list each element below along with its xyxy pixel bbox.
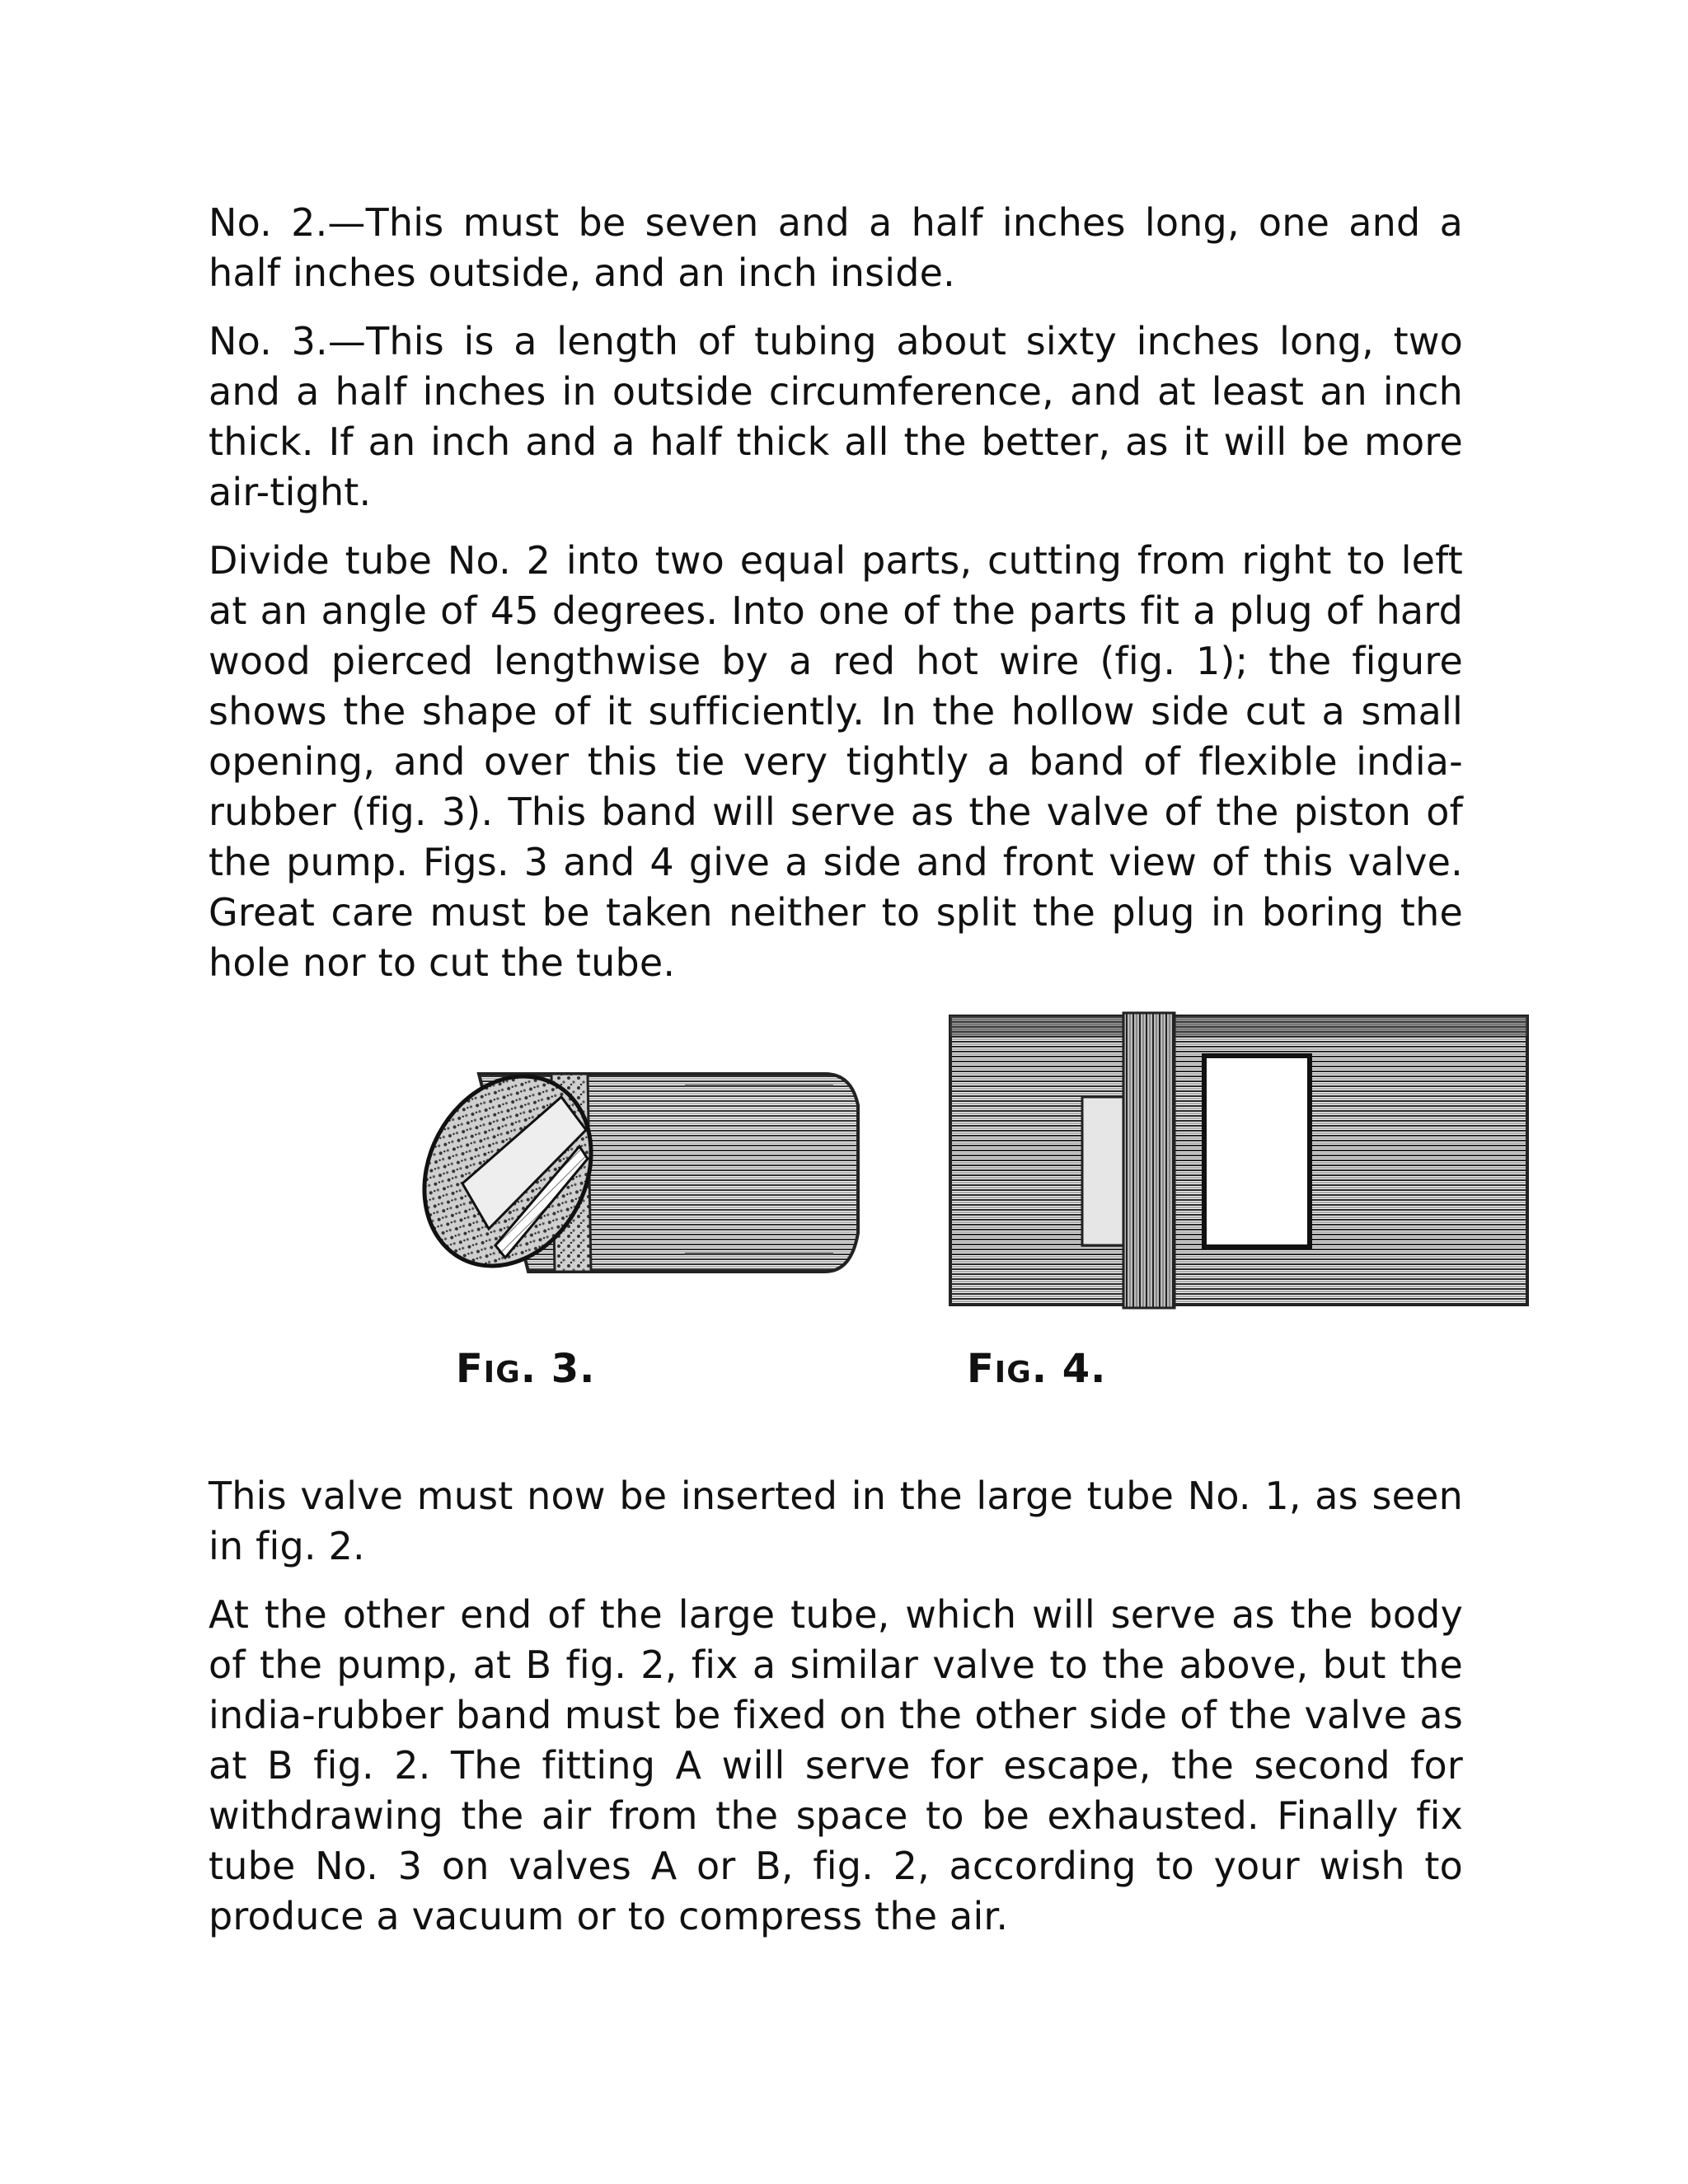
figure-4-caption: FIG. 4. [967, 1346, 1107, 1392]
figures-row [209, 1006, 1463, 1435]
paragraph-insert-valve: This valve must now be inserted in the large tube No. 1, as seen in fig. 2. [209, 1474, 1463, 1568]
figure-3-caption: FIG. 3. [456, 1346, 596, 1392]
document-page [209, 198, 1463, 1960]
figure-4-valve-front-view [736, 1006, 1552, 1319]
paragraph-other-end: At the other end of the large tube, which will serve as the body of the pump, at B fig. 2, fix a similar valve to the above, but the india-rubber band must be fixed on the other side of the valve as at B fig. 2. The fitting A will serve for escape, the second for withdrawing the air from the space to be exhausted. Finally fix tube No. 3 on valves A or B, fig. 2, according to your wish to produce a vacuum or to compress the air. [209, 1592, 1463, 1938]
paragraph-tube-no2: No. 2.—This must be seven and a half inches long, one and a half inches outside, and an inch inside. [209, 200, 1463, 295]
paragraph-tube-no3: No. 3.—This is a length of tubing about sixty inches long, two and a half inches in outside circumference, and at least an inch thick. If an inch and a half thick all the better, as it will be more air-tight. [209, 319, 1463, 514]
paragraph-divide-tube: Divide tube No. 2 into two equal parts, cutting from right to left at an angle of 45 degrees. Into one of the parts fit a plug of hard wood pierced lengthwise by a red hot wire (fig. 1); the figure shows the shape of it sufficiently. In the hollow side cut a small opening, and over this tie very tightly a band of flexible india-rubber (fig. 3). This band will serve as the valve of the piston of the pump. Figs. 3 and 4 give a side and front view of this valve. Great care must be taken neither to split the plug in boring the hole nor to cut the tube. [209, 538, 1463, 985]
